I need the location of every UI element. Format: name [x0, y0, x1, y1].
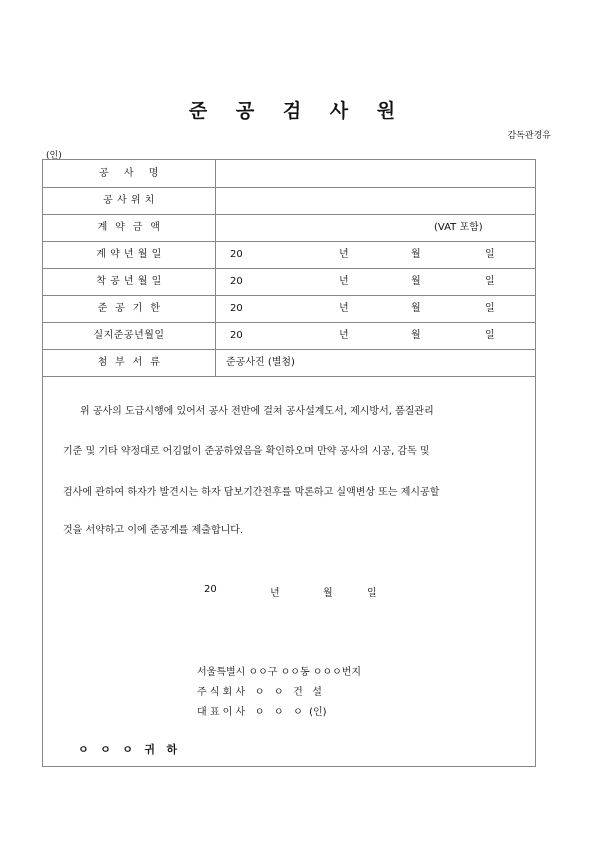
- row-label: 준 공 기 한: [43, 295, 216, 322]
- day-unit: 일: [485, 249, 495, 260]
- document-title: 준 공 검 사 원: [188, 100, 407, 122]
- date-month-unit: 월: [323, 588, 333, 599]
- attachments-value: 준공사진 (별첨): [226, 357, 295, 368]
- day-unit: 일: [485, 303, 495, 314]
- month-unit: 월: [411, 276, 421, 287]
- row-label: 계 약 년 월 일: [43, 241, 216, 268]
- row-label: 실지준공년월일: [43, 322, 216, 349]
- row-contract-date: [43, 241, 535, 269]
- vat-note: (VAT 포함): [434, 222, 483, 233]
- address-line: 서울특별시 ㅇㅇ구 ㅇㅇ동 ㅇㅇㅇ번지: [197, 667, 362, 678]
- project-location-field[interactable]: [216, 187, 535, 214]
- day-unit: 일: [485, 276, 495, 287]
- year-unit: 년: [339, 276, 349, 287]
- year-prefix: 20: [230, 303, 243, 314]
- row-project-location: [43, 187, 535, 215]
- representative-line: 대 표 이 사 ㅇ ㅇ ㅇ (인): [197, 707, 327, 718]
- month-unit: 월: [411, 249, 421, 260]
- year-prefix: 20: [230, 249, 243, 260]
- stamp-note: (인): [46, 151, 62, 161]
- row-start-date: [43, 268, 535, 296]
- addressee: ㅇ ㅇ ㅇ 귀 하: [78, 743, 178, 756]
- year-unit: 년: [339, 303, 349, 314]
- contract-date-field[interactable]: [216, 241, 535, 268]
- contract-amount-field[interactable]: [216, 214, 535, 241]
- day-unit: 일: [485, 330, 495, 341]
- body-line-1: 위 공사의 도급시행에 있어서 공사 전반에 걸쳐 공사설계도서, 제시방서, 품질관리: [80, 406, 434, 417]
- company-line: 주 식 회 사 ㅇ ㅇ 건 설: [197, 687, 322, 698]
- actual-completion-date-field[interactable]: [216, 322, 535, 349]
- row-label: 공 사 위 치: [43, 187, 216, 214]
- supervisor-via-label: 감독관경유: [507, 131, 551, 141]
- month-unit: 월: [411, 303, 421, 314]
- row-actual-completion-date: [43, 322, 535, 350]
- completion-deadline-field[interactable]: [216, 295, 535, 322]
- project-name-field[interactable]: [216, 160, 535, 187]
- row-label: 공 사 명: [43, 160, 216, 187]
- body-line-4: 것을 서약하고 이에 준공계를 제출합니다.: [63, 525, 244, 536]
- row-completion-deadline: [43, 295, 535, 323]
- month-unit: 월: [411, 330, 421, 341]
- start-date-field[interactable]: [216, 268, 535, 295]
- attachments-field[interactable]: [216, 349, 535, 376]
- date-day-unit: 일: [367, 588, 377, 599]
- row-label: 계 약 금 액: [43, 214, 216, 241]
- year-unit: 년: [339, 330, 349, 341]
- year-prefix: 20: [230, 330, 243, 341]
- year-prefix: 20: [230, 276, 243, 287]
- body-line-2: 기준 및 기타 약정대로 어김없이 준공하였음을 확인하오며 만약 공사의 시공, 감독 및: [63, 446, 430, 457]
- row-label: 첨 부 서 류: [43, 349, 216, 376]
- body-line-3: 검사에 관하여 하자가 발견시는 하자 담보기간전후를 막론하고 실액변상 또는 제시공할: [63, 487, 440, 498]
- row-label: 착 공 년 월 일: [43, 268, 216, 295]
- row-attachments: [43, 349, 535, 377]
- row-contract-amount: [43, 214, 535, 242]
- row-project-name: [43, 160, 535, 188]
- date-year-unit: 년: [270, 588, 280, 599]
- date-year-prefix: 20: [204, 584, 217, 595]
- year-unit: 년: [339, 249, 349, 260]
